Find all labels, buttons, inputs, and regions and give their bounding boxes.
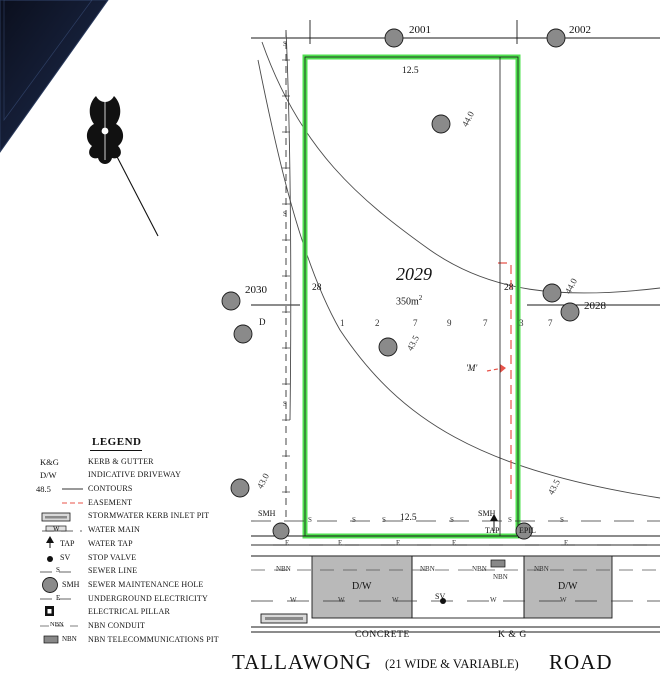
service-label-s-2: S: [352, 516, 356, 524]
concrete-label: CONCRETE: [355, 630, 410, 640]
contour-label-43-5-b: 43.5: [545, 477, 562, 497]
service-label-s-6: S: [560, 516, 564, 524]
legend-label-2: 48.5: [36, 484, 51, 494]
edge-digit-5: 7: [483, 318, 488, 328]
legend-desc-13: NBN TELECOMMUNICATIONS PIT: [88, 635, 219, 644]
service-label-e-4: E: [452, 539, 457, 547]
contour-label-43-5-a: 43.5: [404, 333, 421, 353]
legend-desc-7: STOP VALVE: [88, 553, 137, 562]
service-label-nbn-3: NBN: [472, 565, 487, 573]
service-label-nbn-5: NBN: [534, 565, 549, 573]
legend-label-7: SV: [60, 553, 71, 562]
edge-digit-4: 9: [447, 318, 452, 328]
neighbour-lot-2028: 2028: [584, 300, 606, 312]
service-label-w-4: W: [490, 596, 497, 604]
edge-digit-6: 3: [519, 318, 524, 328]
subject-lot-area: [396, 294, 422, 307]
driveway-label-right: D/W: [558, 581, 578, 592]
contour-label-44-0-b: 44.0: [562, 276, 579, 296]
legend-label-13: NBN: [62, 635, 77, 643]
service-label-s-1: S: [308, 516, 312, 524]
legend-label-1: D/W: [40, 470, 57, 480]
service-label-s-5: S: [508, 516, 512, 524]
lot-frontage-top: 12.5: [402, 66, 419, 76]
legend-desc-4: STORMWATER KERB INLET PIT: [88, 511, 210, 520]
service-label-s-4: S: [450, 516, 454, 524]
legend-desc-9: SEWER MAINTENANCE HOLE: [88, 580, 204, 589]
legend-label-5: W: [53, 525, 60, 533]
service-label-w-2: W: [338, 596, 345, 604]
service-label-w-1: W: [290, 596, 297, 604]
legend-desc-12: NBN CONDUIT: [88, 621, 146, 630]
service-label-w-3: W: [392, 596, 399, 604]
service-label-nbn-4: NBN: [493, 573, 508, 581]
lot-frontage-bottom: 12.5: [400, 513, 417, 523]
driveway-label-left: D/W: [352, 581, 372, 592]
sewer-marker-s-top: S: [283, 40, 287, 48]
legend-desc-3: EASEMENT: [88, 498, 133, 507]
service-label-w-5: W: [560, 596, 567, 604]
service-label-nbn-2: NBN: [420, 565, 435, 573]
legend-desc-6: WATER TAP: [88, 539, 133, 548]
contour-label-43-0: 43.0: [254, 471, 271, 491]
road-suffix: ROAD: [549, 650, 613, 674]
legend-desc-1: INDICATIVE DRIVEWAY: [88, 470, 182, 479]
sewer-marker-s-low: S: [283, 400, 287, 408]
smh-label-left: SMH: [258, 509, 276, 518]
legend-underline: [90, 450, 142, 451]
edge-digit-2: 2: [375, 318, 380, 328]
edge-digit-1: 1: [340, 318, 345, 328]
road-descriptor: (21 WIDE & VARIABLE): [385, 657, 519, 671]
lot-area-superscript: 2: [418, 294, 423, 302]
legend-title: LEGEND: [92, 436, 142, 448]
legend-label-9: SMH: [62, 580, 80, 589]
legend-desc-5: WATER MAIN: [88, 525, 140, 534]
legend-desc-11: ELECTRICAL PILLAR: [88, 607, 170, 616]
contour-label-44-0-a: 44.0: [459, 109, 476, 129]
lot-side-right: 28: [504, 283, 514, 293]
service-label-e-3: E: [396, 539, 401, 547]
service-label-s-3: S: [382, 516, 386, 524]
stop-valve-label: SV: [435, 592, 446, 601]
legend-desc-8: SEWER LINE: [88, 566, 138, 575]
neighbour-lot-2030: 2030: [245, 284, 267, 296]
legend-desc-2: CONTOURS: [88, 484, 133, 493]
tap-label: TAP: [485, 526, 500, 535]
legend-label-6: TAP: [60, 539, 75, 548]
legend-desc-10: UNDERGROUND ELECTRICITY: [88, 594, 208, 603]
edge-digit-7: 7: [548, 318, 553, 328]
subject-lot-number: 2029: [396, 264, 432, 284]
legend-label-8: S: [56, 566, 60, 574]
legend-label-10: E: [56, 594, 61, 602]
legend-label-12: NBN: [50, 621, 64, 628]
neighbour-lot-2001: 2001: [409, 24, 431, 36]
smh-label-right: SMH: [478, 509, 496, 518]
legend-label-0: K&G: [40, 457, 59, 467]
service-label-nbn-1: NBN: [276, 565, 291, 573]
neighbour-lot-2002: 2002: [569, 24, 591, 36]
driveway-code-label: D: [259, 317, 266, 327]
edge-digit-3: 7: [413, 318, 418, 328]
sewer-marker-s-mid: S: [283, 210, 287, 218]
lot-area-value: 350m: [396, 296, 419, 308]
service-label-e-1: E: [285, 539, 290, 547]
epil-label: EPIL: [519, 526, 536, 535]
legend-desc-0: KERB & GUTTER: [88, 457, 154, 466]
service-label-e-5: E: [564, 539, 569, 547]
easement-mark-label: 'M': [466, 363, 478, 373]
lot-side-left: 28: [312, 283, 322, 293]
kerb-gutter-label: K & G: [498, 630, 527, 640]
service-label-e-2: E: [338, 539, 343, 547]
road-name: TALLAWONG: [232, 650, 372, 674]
